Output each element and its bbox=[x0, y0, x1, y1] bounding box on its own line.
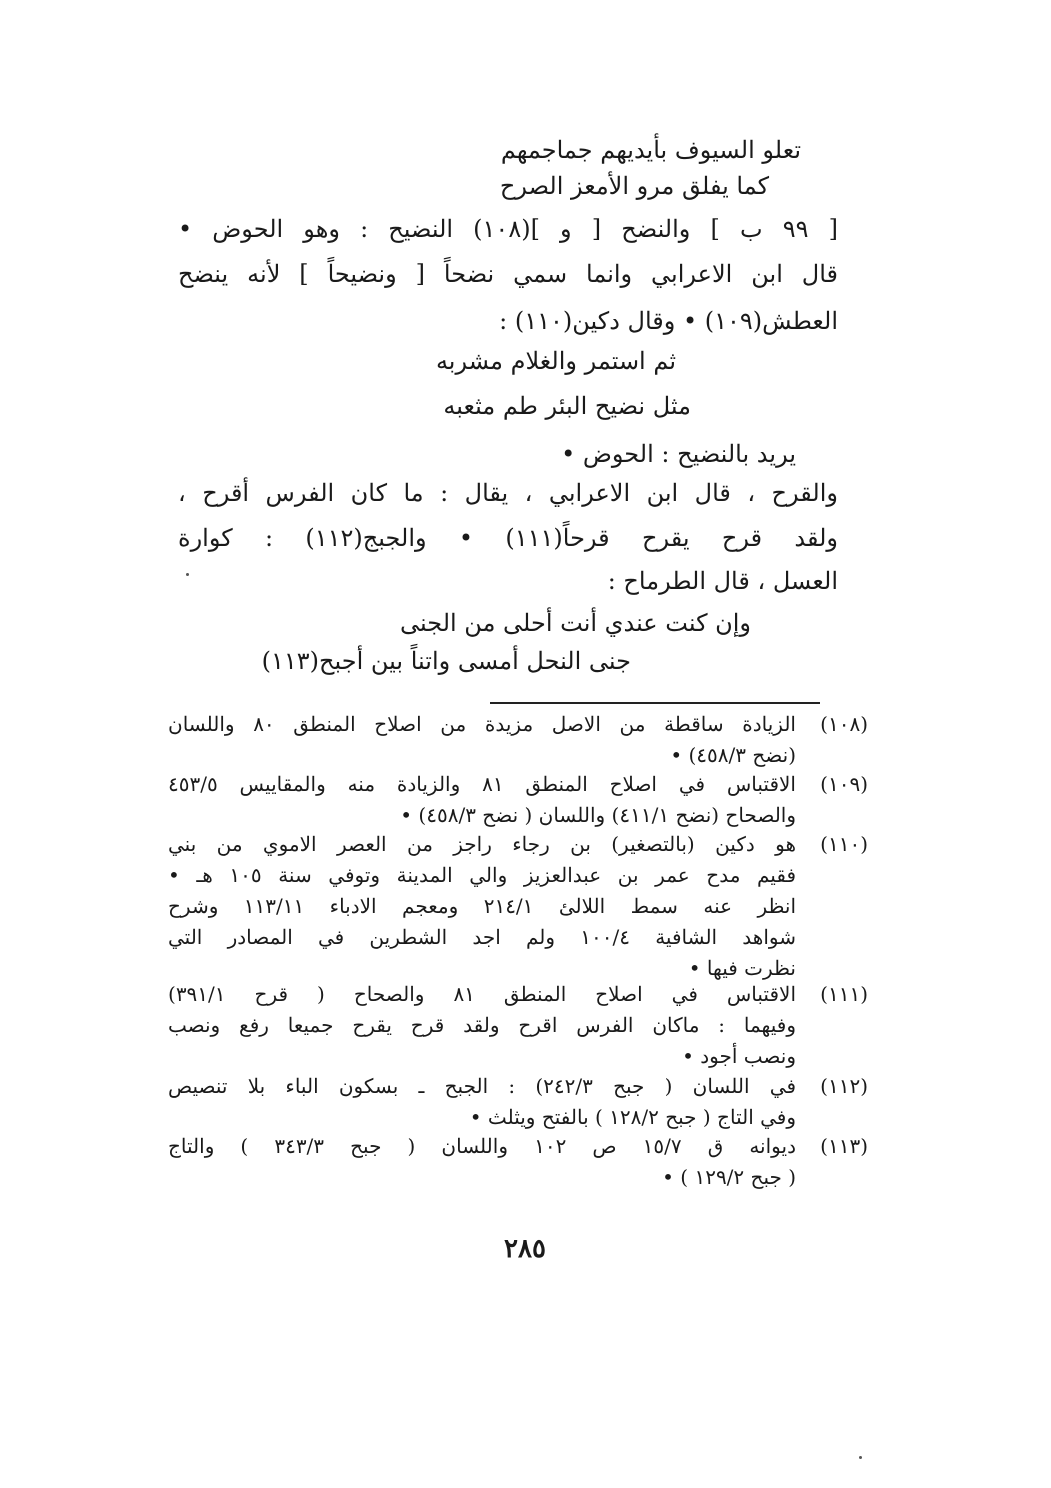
footnote-line: في اللسان ( جبح ٢٤٢/٣) : الجبح ـ بسكون الباء بلا تنصيص bbox=[168, 1074, 797, 1098]
footnote-line: وفيهما : ماكان الفرس اقرح ولقد قرح يقرح جميعا رفع ونصب bbox=[168, 1013, 796, 1037]
verse-line: ثم استمر والغلام مشربه bbox=[435, 347, 676, 375]
footnote-line: ديوانه ق ١٥/٧ ص ١٠٢ واللسان ( جبح ٣٤٣/٣ ) والتاج bbox=[168, 1134, 796, 1158]
footnote-item bbox=[168, 770, 868, 826]
footnote-line: الزيادة ساقطة من الاصل مزيدة من اصلاح المنطق ٨٠ واللسان bbox=[168, 712, 796, 736]
footnote-item bbox=[168, 1072, 868, 1128]
verse-line: وإن كنت عندي أنت أحلى من الجنى bbox=[399, 609, 751, 637]
verse-line: تعلو السيوف بأيديهم جماجمهم bbox=[500, 136, 801, 164]
text-line: والقرح ، قال ابن الاعرابي ، يقال : ما كان الفرس أقرح ، bbox=[178, 479, 838, 507]
page-number: ٢٨٥ bbox=[504, 1234, 546, 1264]
footnote-line: ( جبح ١٢٩/٢ ) • bbox=[662, 1165, 796, 1189]
verse-line: مثل نضيح البئر طم مثعبه bbox=[443, 392, 691, 420]
text-line: العسل ، قال الطرماح : bbox=[607, 567, 838, 595]
footnote-item bbox=[168, 980, 868, 1070]
footnote-line: هو دكين (بالتصغير) بن رجاء راجز من العصر الاموي من بني bbox=[168, 832, 796, 856]
text-line: العطش(١٠٩) • وقال دكين(١١٠) : bbox=[499, 307, 838, 335]
scan-speck bbox=[859, 1456, 862, 1459]
footnote-number: (١١٠) bbox=[820, 832, 868, 856]
footnote-item bbox=[168, 830, 868, 980]
text-line: يريد بالنضيح : الحوض • bbox=[561, 440, 796, 468]
footnote-line: والصحاح (نضح ٤١١/١) واللسان ( نضح ٤٥٨/٣) • bbox=[400, 803, 796, 827]
footnote-number: (١٠٨) bbox=[820, 712, 868, 736]
text-line: ولقد قرح يقرح قرحاً(١١١) • والجبج(١١٢) : كوارة bbox=[178, 524, 839, 552]
footnote-number: (١١٢) bbox=[820, 1074, 868, 1098]
footnote-number: (١١١) bbox=[820, 982, 868, 1006]
footnote-item bbox=[168, 710, 868, 766]
footnote-line: وفي التاج ( جبح ١٢٨/٢ ) بالفتح ويثلث • bbox=[469, 1105, 796, 1129]
footnote-item bbox=[168, 1132, 868, 1188]
text-line: [ ٩٩ ب ] والنضح [ و ](١٠٨) النضيح : وهو الحوض • bbox=[178, 215, 838, 243]
verse-line: كما يفلق مرو الأمعز الصرح bbox=[499, 172, 769, 200]
footnote-line: الاقتباس في اصلاح المنطق ٨١ والزيادة منه والمقاييس ٤٥٣/٥ bbox=[168, 772, 796, 796]
footnote-divider bbox=[490, 702, 820, 704]
footnote-line: الاقتباس في اصلاح المنطق ٨١ والصحاح ( قرح ٣٩١/١) bbox=[168, 982, 796, 1006]
footnote-line: ونصب أجود • bbox=[682, 1044, 796, 1068]
text-line: قال ابن الاعرابي وانما سمي نضحاً [ ونضيحاً ] لأنه ينضح bbox=[178, 260, 838, 288]
footnote-number: (١١٣) bbox=[820, 1134, 868, 1158]
footnote-line: نظرت فيها • bbox=[688, 956, 796, 980]
footnote-line: شواهد الشافية ١٠٠/٤ ولم اجد الشطرين في المصادر التي bbox=[168, 925, 796, 949]
footnote-line: فقيم مدح عمر بن عبدالعزيز والي المدينة وتوفي سنة ١٠٥ هـ • bbox=[168, 863, 797, 887]
scan-speck bbox=[186, 573, 189, 576]
footnote-number: (١٠٩) bbox=[820, 772, 868, 796]
footnote-line: انظر عنه سمط اللالئ ٢١٤/١ ومعجم الادباء ١١٣/١١ وشرح bbox=[168, 894, 797, 918]
footnote-line: (نضح ٤٥٨/٣) • bbox=[670, 743, 796, 767]
verse-line: جنى النحل أمسى واتناً بين أجبح(١١٣) bbox=[261, 647, 631, 675]
